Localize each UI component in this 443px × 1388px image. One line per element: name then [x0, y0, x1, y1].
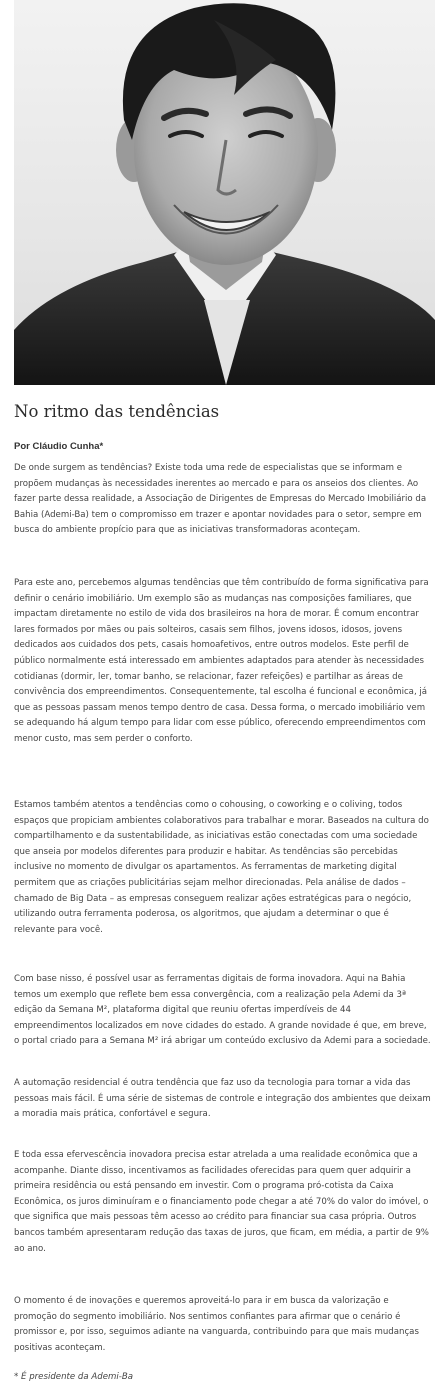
article-paragraph: Estamos também atentos a tendências como o cohousing, o coworking e o coliving, todos espaços que propiciam ambientes colaborativos para trabalhar e morar. Baseados na cultura do compartilhamento e da sustentabilidade, as iniciativas estão conectadas com uma sociedade que anseia por modelos diferentes para produzir e habitar. As tendências são percebidas inclusive no momento de divulgar os apartamentos. As ferramentas de marketing digital permitem que as criações publicitárias sejam melhor direcionadas. Pela análise de dados – chamado de Big Data – as empresas conseguem realizar ações estratégicas para o negócio, utilizando outra ferramenta poderosa, os algoritmos, que ajudam a determinar o que é relevante para você.	[14, 800, 429, 935]
article-paragraph: De onde surgem as tendências? Existe toda uma rede de especialistas que se informam e propõem mudanças às necessidades inerentes ao mercado e para os anseios dos clientes. Ao fazer parte dessa realidade, a Associação de Dirigentes de Empresas do Mercado Imobiliário da Bahia (Ademi-Ba) tem o compromisso em trazer e apontar novidades para o setor, sempre em busca do ambiente propício para que as iniciativas transformadoras aconteçam.	[14, 463, 427, 536]
article-paragraph: E toda essa efervescência inovadora precisa estar atrelada a uma realidade econômica que a acompanhe. Diante disso, incentivamos as facilidades oferecidas para quem quer adquirir a primeira residência ou está pensando em investir. Com o programa pró-cotista da Caixa Econômica, os juros diminuíram e o financiamento pode chegar a até 70% do valor do imóvel, o que significa que mais pessoas têm acesso ao crédito para financiar sua casa própria. Outros bancos também apresentaram redução das taxas de juros, que ficam, em média, a partir de 9% ao ano.	[14, 1150, 429, 1254]
portrait-illustration	[14, 0, 435, 385]
author-footnote: * É presidente da Ademi-Ba	[14, 1372, 134, 1382]
author-portrait-photo	[14, 0, 435, 385]
author-byline: Por Cláudio Cunha*	[14, 441, 104, 452]
article-paragraph: O momento é de inovações e queremos aproveitá-lo para ir em busca da valorização e promoção do segmento imobiliário. Nos sentimos confiantes para afirmar que o cenário é promissor e, por isso, seguimos adiante na vanguarda, contribuindo para que mais mudanças positivas aconteçam.	[14, 1296, 419, 1353]
article-paragraph: Para este ano, percebemos algumas tendências que têm contribuído de forma significativa para definir o cenário imobiliário. Um exemplo são as mudanças nas composições familiares, que impactam diretamente no estilo de vida dos brasileiros na hora de morar. É comum encontrar lares formados por mães ou pais solteiros, casais sem filhos, jovens idosos, idosos, jovens dedicados aos cuidados dos pets, casais homoafetivos, entre outros modelos. Este perfil de público normalmente está interessado em ambientes adaptados para atender às necessidades cotidianas (dormir, ler, tomar banho, se relacionar, fazer refeições) e partilhar as áreas de convivência dos empreendimentos. Consequentemente, tal escolha é funcional e econômica, já que as pessoas passam menos tempo dentro de casa. Dessa forma, o mercado imobiliário vem se adequando há algum tempo para lidar com esse público, oferecendo empreendimentos com menor custo, mas sem perder o conforto.	[14, 578, 429, 744]
article-title: No ritmo das tendências	[14, 402, 220, 421]
article-paragraph: A automação residencial é outra tendência que faz uso da tecnologia para tornar a vida das pessoas mais fácil. É uma série de sistemas de controle e integração dos ambientes que deixam a moradia mais prática, confortável e segura.	[14, 1078, 431, 1120]
article-paragraph: Com base nisso, é possível usar as ferramentas digitais de forma inovadora. Aqui na Bahia temos um exemplo que reflete bem essa convergência, com a realização pela Ademi da 3ª edição da Semana M², plataforma digital que reuniu ofertas imperdíveis de 44 empreendimentos localizados em nove cidades do estado. A grande novidade é que, em breve, o portal criado para a Semana M² irá abrigar um conteúdo exclusivo da Ademi para a sociedade.	[14, 974, 431, 1047]
